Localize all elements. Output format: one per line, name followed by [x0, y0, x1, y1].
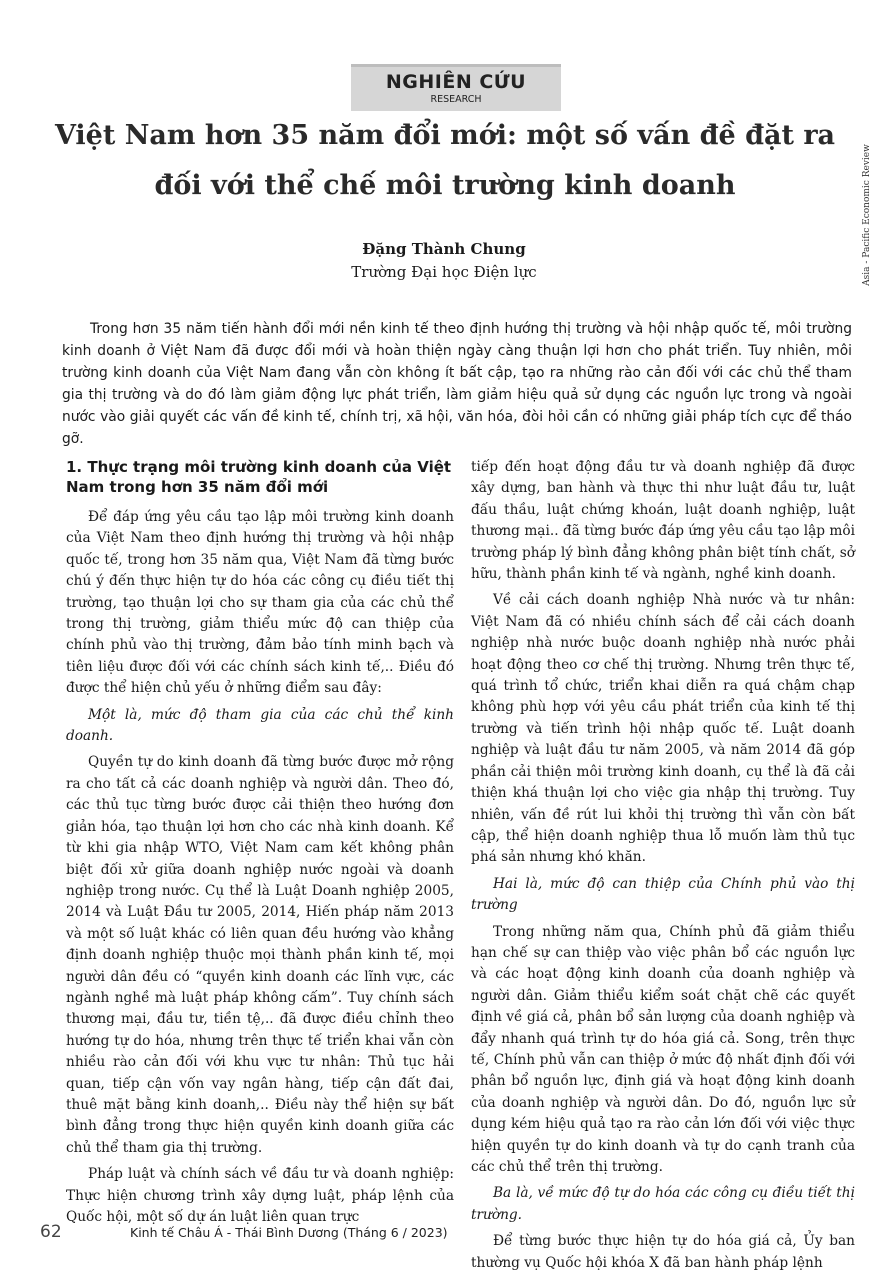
author-name: Đặng Thành Chung [362, 240, 526, 258]
article-title-line-1: Việt Nam hơn 35 năm đổi mới: một số vấn đề đặt ra [54, 120, 836, 151]
paragraph-point-two: Hai là, mức độ can thiệp của Chính phủ vào thị trường [471, 875, 855, 914]
side-journal-text: Asia - Pacific Economic Review [862, 144, 872, 286]
author-affiliation: Trường Đại học Điện lực [351, 263, 537, 281]
paragraph: Trong những năm qua, Chính phủ đã giảm thiểu hạn chế sự can thiệp vào việc phân bổ các nguồn lực và các hoạt động kinh doanh của doanh nghiệp và người dân. Giảm thiểu kiểm soát chặt chẽ các quyết định về giá cả, phân bổ sản lượng của doanh nghiệp và đẩy nhanh quá trình tự do hóa giá cả. Song, trên thực tế, Chính phủ vẫn can thiệp ở mức độ nhất định đối với phân bổ nguồn lực, định giá và hoạt động kinh doanh của doanh nghiệp và người dân. Do đó, nguồn lực sử dụng kém hiệu quả tạo ra rào cản lớn đối với việc thực hiện quyền tự do kinh doanh và tự do cạnh tranh của các chủ thể trên thị trường. [471, 923, 855, 1175]
paragraph-point-one: Một là, mức độ tham gia của các chủ thể kinh doanh. [66, 706, 454, 745]
page-footer [30, 1222, 860, 1246]
section-title: NGHIÊN CỨU [385, 71, 527, 93]
abstract: Trong hơn 35 năm tiến hành đổi mới nền kinh tế theo định hướng thị trường và hội nhập quốc tế, môi trường kinh doanh ở Việt Nam đã được đổi mới và hoàn thiện ngày càng thuận lợi hơn cho phát triển. Tuy nhiên, môi trường kinh doanh của Việt Nam đang vẫn còn không ít bất cập, tạo ra những rào cản đối với các chủ thể tham gia thị trường và do đó làm giảm động lực phát triển, làm giảm hiệu quả sử dụng các nguồn lực trong và ngoài nước vào giải quyết các vấn đề kinh tế, chính trị, xã hội, văn hóa, đòi hỏi cần có những giải pháp tích cực để tháo gỡ. [62, 321, 852, 447]
article-title-line-2: đối với thể chế môi trường kinh doanh [154, 170, 736, 201]
page-number: 62 [40, 1222, 62, 1242]
paragraph: Quyền tự do kinh doanh đã từng bước được mở rộng ra cho tất cả các doanh nghiệp và người dân. Theo đó, các thủ tục từng bước được cải thiện theo hướng đơn giản hóa, tạo thuận lợi hơn cho các nhà kinh doanh. Kể từ khi gia nhập WTO, Việt Nam cam kết không phân biệt đối xử giữa doanh nghiệp nước ngoài và doanh nghiệp trong nước. Cụ thể là Luật Doanh nghiệp 2005, 2014 và Luật Đầu tư 2005, 2014, Hiến pháp năm 2013 và một số luật khác có liên quan đều hướng vào khẳng định doanh nghiệp thuộc mọi thành phần kinh tế, mọi người dân đều có “quyền kinh doanh các lĩnh vực, các ngành nghề mà luật pháp không cấm”. Tuy chính sách thương mại, đầu tư, tiền tệ,.. đã được điều chỉnh theo hướng tự do hóa, nhưng trên thực tế triển khai vẫn còn nhiều rào cản đối với khu vực tư nhân: Thủ tục hải quan, tiếp cận vốn vay ngân hàng, tiếp cận đất đai, thuê mặt bằng kinh doanh,.. Điều này thể hiện sự bất bình đẳng trong thực hiện quyền kinh doanh giữa các chủ thể tham gia thị trường. [66, 754, 454, 1156]
section-heading: 1. Thực trạng môi trường kinh doanh của Việt Nam trong hơn 35 năm đổi mới [66, 458, 452, 496]
paragraph: Pháp luật và chính sách về đầu tư và doanh nghiệp: Thực hiện chương trình xây dựng luật, pháp lệnh của Quốc hội, một số dự án luật liên quan trực [66, 1166, 454, 1225]
footer-journal-name: Kinh tế Châu Á - Thái Bình Dương (Tháng 6 / 2023) [130, 1225, 448, 1240]
paragraph: Để đáp ứng yêu cầu tạo lập môi trường kinh doanh của Việt Nam theo định hướng thị trường và hội nhập quốc tế, trong hơn 35 năm qua, Việt Nam đã từng bước chú ý đến thực hiện tự do hóa các công cụ điều tiết thị trường, tạo thuận lợi cho sự tham gia của các chủ thể trong thị trường, giảm thiểu mức độ can thiệp của chính phủ vào thị trường, đảm bảo tính minh bạch và tiên liệu được đối với các chính sách kinh tế,.. Điều đó được thể hiện chủ yếu ở những điểm sau đây: [66, 509, 454, 697]
right-column [471, 457, 855, 1279]
paragraph-continued: tiếp đến hoạt động đầu tư và doanh nghiệp đã được xây dựng, ban hành và thực thi như luật đầu tư, luật đấu thầu, luật chứng khoán, luật doanh nghiệp, luật thương mại.. đã từng bước đáp ứng yêu cầu tạo lập môi trường pháp lý bình đẳng không phân biệt tính chất, sở hữu, thành phần kinh tế và ngành, nghề kinh doanh. [471, 459, 855, 583]
section-banner [351, 64, 561, 111]
side-journal-name [860, 120, 874, 310]
paragraph: Để từng bước thực hiện tự do hóa giá cả, Ủy ban thường vụ Quốc hội khóa X đã ban hành pháp lệnh [471, 1233, 855, 1271]
paragraph-point-three: Ba là, về mức độ tự do hóa các công cụ điều tiết thị trường. [471, 1185, 855, 1223]
section-subtitle: RESEARCH [430, 94, 482, 105]
paragraph: Về cải cách doanh nghiệp Nhà nước và tư nhân: Việt Nam đã có nhiều chính sách để cải cách doanh nghiệp nhà nước buộc doanh nghiệp nhà nước phải hoạt động theo cơ chế thị trường. Nhưng trên thực tế, quá trình tổ chức, triển khai diễn ra quá chậm chạp không phù hợp với yêu cầu phát triển của kinh tế thị trường và tiến trình hội nhập quốc tế. Luật doanh nghiệp và luật đầu tư năm 2005, và năm 2014 đã góp phần cải thiện môi trường kinh doanh, cụ thể là đã cải thiện khá thuận lợi cho việc gia nhập thị trường. Tuy nhiên, vấn đề rút lui khỏi thị trường thì vẫn còn bất cập, thể hiện doanh nghiệp thua lỗ muốn làm thủ tục phá sản nhưng khó khăn. [471, 592, 855, 866]
left-column [66, 457, 454, 1233]
